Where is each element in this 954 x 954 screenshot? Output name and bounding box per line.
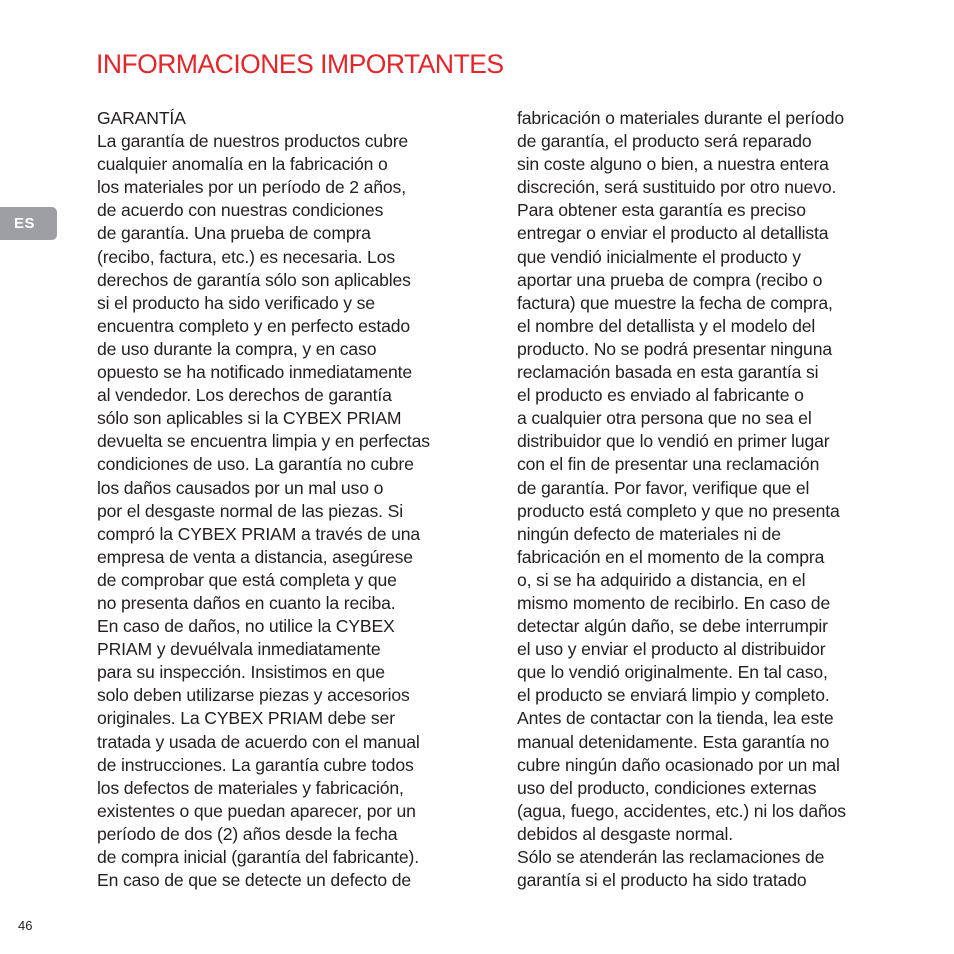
text-line: producto está completo y que no presenta: [517, 500, 840, 521]
text-line: sólo son aplicables si la CYBEX PRIAM: [97, 408, 402, 429]
text-line: de acuerdo con nuestras condiciones: [97, 200, 384, 221]
text-line: (recibo, factura, etc.) es necesaria. Los: [97, 246, 395, 267]
text-line: sin coste alguno o bien, a nuestra entera: [517, 154, 829, 175]
left-column-body: [97, 130, 487, 892]
text-line: (agua, fuego, accidentes, etc.) ni los daños: [517, 800, 846, 821]
text-line: Sólo se atenderán las reclamaciones de: [517, 847, 825, 867]
text-line: o, si se ha adquirido a distancia, en el: [517, 569, 806, 590]
text-line: compró la CYBEX PRIAM a través de una: [97, 523, 421, 544]
text-line: al vendedor. Los derechos de garantía: [97, 385, 392, 406]
text-line: que lo vendió originalmente. En tal caso,: [517, 662, 828, 683]
language-tab-label: ES: [14, 215, 36, 232]
text-line: mismo momento de recibirlo. En caso de: [517, 592, 831, 613]
section-heading: GARANTÍA: [97, 108, 186, 128]
text-line: de garantía. Una prueba de compra: [97, 223, 371, 244]
text-line: ningún defecto de materiales ni de: [517, 523, 781, 544]
text-line: encuentra completo y en perfecto estado: [97, 315, 410, 336]
text-line: el uso y enviar el producto al distribuidor: [517, 639, 826, 660]
text-line: empresa de venta a distancia, asegúrese: [97, 546, 413, 567]
text-line: condiciones de uso. La garantía no cubre: [97, 454, 414, 475]
text-line: producto. No se podrá presentar ninguna: [517, 338, 832, 359]
text-line: detectar algún daño, se debe interrumpir: [517, 616, 828, 637]
text-line: los materiales por un período de 2 años,: [97, 177, 406, 198]
text-line: si el producto ha sido verificado y se: [97, 292, 375, 313]
text-line: entregar o enviar el producto al detallista: [517, 223, 829, 244]
text-line: de uso durante la compra, y en caso: [97, 338, 377, 359]
text-line: de garantía. Por favor, verifique que el: [517, 477, 810, 498]
text-line: uso del producto, condiciones externas: [517, 777, 817, 798]
text-line: a cualquier otra persona que no sea el: [517, 408, 812, 429]
text-line: factura) que muestre la fecha de compra,: [517, 292, 833, 313]
text-line: el producto es enviado al fabricante o: [517, 385, 804, 406]
text-line: los daños causados por un mal uso o: [97, 477, 384, 498]
text-line: de compra inicial (garantía del fabricante).: [97, 847, 419, 867]
text-line: aportar una prueba de compra (recibo o: [517, 269, 823, 290]
text-line: PRIAM y devuélvala inmediatamente: [97, 639, 381, 660]
text-line: cubre ningún daño ocasionado por un mal: [517, 754, 840, 775]
text-line: Antes de contactar con la tienda, lea este: [517, 708, 834, 729]
page-title: INFORMACIONES IMPORTANTES: [96, 49, 504, 79]
text-line: solo deben utilizarse piezas y accesorios: [97, 685, 410, 706]
text-line: de instrucciones. La garantía cubre todos: [97, 754, 414, 775]
text-line: opuesto se ha notificado inmediatamente: [97, 362, 412, 383]
text-line: distribuidor que lo vendió en primer lugar: [517, 431, 830, 452]
text-line: el producto se enviará limpio y completo.: [517, 685, 830, 706]
text-line: originales. La CYBEX PRIAM debe ser: [97, 708, 395, 729]
text-line: debidos al desgaste normal.: [517, 823, 734, 844]
text-line: que vendió inicialmente el producto y: [517, 246, 801, 267]
text-line: de garantía, el producto será reparado: [517, 131, 812, 152]
text-line: tratada y usada de acuerdo con el manual: [97, 731, 420, 752]
language-tab: [0, 207, 57, 240]
text-line: En caso de daños, no utilice la CYBEX: [97, 616, 395, 637]
text-line: para su inspección. Insistimos en que: [97, 662, 385, 683]
text-line: fabricación o materiales durante el período: [517, 108, 845, 128]
text-line: fabricación en el momento de la compra: [517, 546, 825, 567]
text-line: con el fin de presentar una reclamación: [517, 454, 820, 475]
right-column: [517, 107, 907, 892]
text-line: no presenta daños en cuanto la reciba.: [97, 592, 396, 613]
text-line: período de dos (2) años desde la fecha: [97, 823, 398, 844]
text-line: La garantía de nuestros productos cubre: [97, 131, 409, 152]
right-column-body: [517, 107, 907, 892]
text-line: manual detenidamente. Esta garantía no: [517, 731, 830, 752]
text-line: devuelta se encuentra limpia y en perfectas: [97, 431, 430, 452]
text-line: garantía si el producto ha sido tratado: [517, 870, 807, 891]
text-line: Para obtener esta garantía es preciso: [517, 200, 806, 221]
page-number: 46: [18, 918, 33, 933]
text-line: reclamación basada en esta garantía si: [517, 362, 819, 383]
text-line: existentes o que puedan aparecer, por un: [97, 800, 416, 821]
text-line: el nombre del detallista y el modelo del: [517, 315, 816, 336]
left-column: [97, 107, 487, 892]
text-line: por el desgaste normal de las piezas. Si: [97, 500, 403, 521]
text-line: derechos de garantía sólo son aplicables: [97, 269, 411, 290]
text-line: En caso de que se detecte un defecto de: [97, 870, 412, 891]
text-line: discreción, será sustituido por otro nuevo.: [517, 177, 837, 198]
text-line: los defectos de materiales y fabricación,: [97, 777, 404, 798]
text-line: de comprobar que está completa y que: [97, 569, 397, 590]
text-line: cualquier anomalía en la fabricación o: [97, 154, 388, 175]
